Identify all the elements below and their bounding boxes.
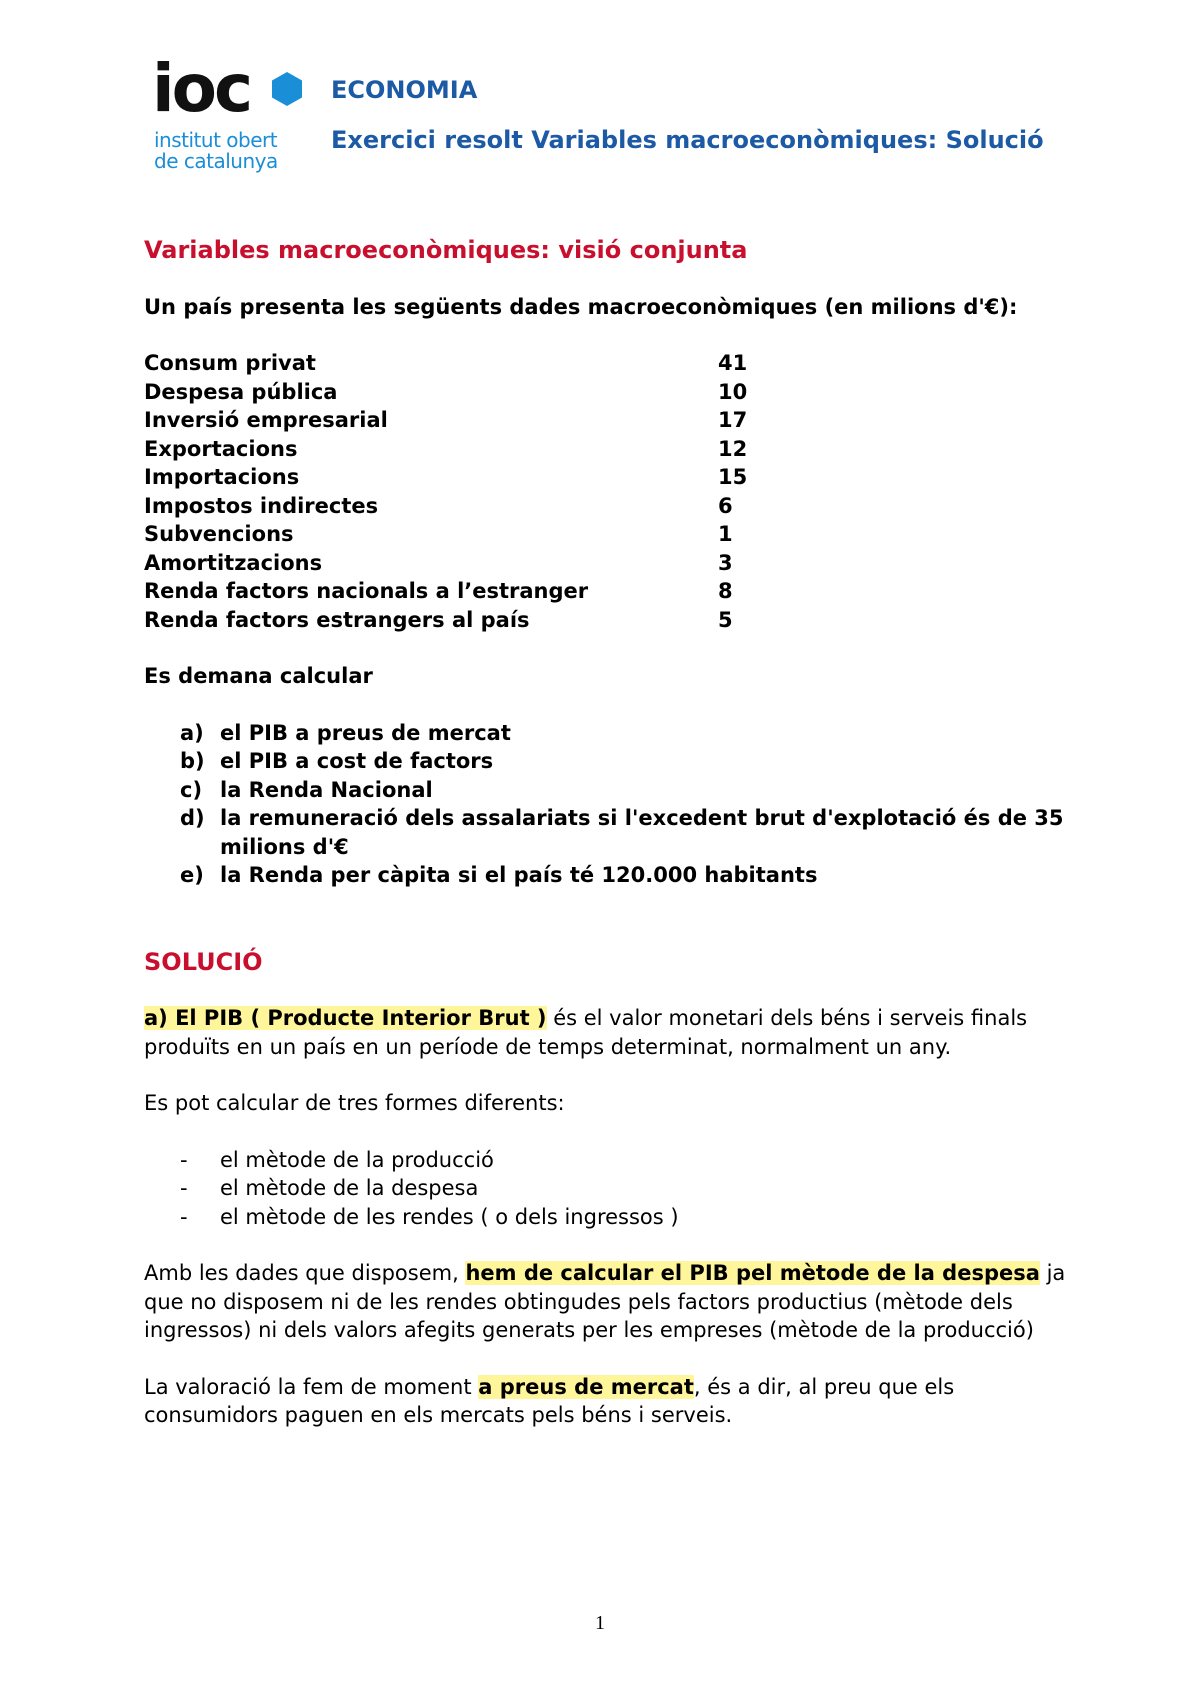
variable-row bbox=[144, 349, 1074, 378]
variable-name: Amortitzacions bbox=[144, 550, 323, 575]
section-title: Variables macroeconòmiques: visió conjunta bbox=[144, 236, 748, 264]
method-text: el mètode de la despesa bbox=[220, 1176, 479, 1200]
variable-name: Subvencions bbox=[144, 522, 294, 546]
valuation-post: , és a dir, al preu que els bbox=[693, 1374, 955, 1399]
variable-value: 12 bbox=[718, 436, 748, 461]
hexagon-icon bbox=[272, 72, 302, 106]
variable-name: Inversió empresarial bbox=[144, 408, 388, 432]
variable-row bbox=[144, 549, 1074, 578]
question-text: la remuneració dels assalariats si l'excedent brut d'explotació és de 35 milions d'€ bbox=[220, 806, 1064, 859]
variable-name: Exportacions bbox=[144, 436, 298, 461]
methods-intro: Es pot calcular de tres formes diferents: bbox=[144, 1091, 565, 1115]
variables-list bbox=[144, 349, 1074, 634]
variable-row bbox=[144, 378, 1074, 407]
logo-line-1: institut obert bbox=[154, 128, 278, 152]
logo-line-2: de catalunya bbox=[154, 149, 278, 173]
variable-value: 10 bbox=[718, 379, 748, 404]
variable-name: Consum privat bbox=[144, 351, 316, 375]
question-label: e) bbox=[180, 863, 204, 887]
question-item bbox=[144, 861, 1074, 890]
valuation-paragraph bbox=[144, 1373, 1074, 1402]
variable-name: Despesa pública bbox=[144, 379, 338, 404]
question-item bbox=[144, 719, 1074, 748]
pib-definition-line-2: produïts en un país en un període de temps determinat, normalment un any. bbox=[144, 1034, 952, 1059]
valuation-paragraph-line-2: consumidors paguen en els mercats pels béns i serveis. bbox=[144, 1403, 733, 1427]
variable-name: Renda factors nacionals a l’estranger bbox=[144, 579, 589, 603]
variable-row bbox=[144, 406, 1074, 435]
intro-text: Un país presenta les següents dades macroeconòmiques (en milions d'€): bbox=[144, 294, 1018, 319]
variable-value: 5 bbox=[718, 607, 733, 632]
pib-definition bbox=[144, 1004, 1074, 1033]
method-text: el mètode de la producció bbox=[220, 1147, 494, 1172]
method-highlight: hem de calcular el PIB pel mètode de la despesa bbox=[465, 1261, 1040, 1285]
question-item bbox=[144, 747, 1074, 776]
variable-value: 1 bbox=[718, 522, 733, 546]
variable-row bbox=[144, 577, 1074, 606]
ioc-logo bbox=[152, 50, 302, 180]
solution-title: SOLUCIÓ bbox=[144, 947, 263, 976]
variable-value: 17 bbox=[718, 408, 748, 432]
header-title: Exercici resolt Variables macroeconòmiques: Solució bbox=[331, 126, 1044, 154]
header-subject: ECONOMIA bbox=[331, 76, 478, 104]
dash-bullet: - bbox=[180, 1147, 188, 1172]
variable-row bbox=[144, 492, 1074, 521]
question-label: a) bbox=[180, 720, 204, 745]
method-paragraph-post: ja bbox=[1039, 1261, 1066, 1285]
method-item bbox=[144, 1146, 1074, 1175]
logo-word: ioc bbox=[152, 50, 251, 127]
variable-name: Impostos indirectes bbox=[144, 493, 379, 518]
method-paragraph-pre: Amb les dades que disposem, bbox=[144, 1261, 466, 1285]
dash-bullet: - bbox=[180, 1204, 188, 1229]
variable-row bbox=[144, 606, 1074, 635]
question-label: d) bbox=[180, 806, 205, 830]
question-item bbox=[144, 776, 1074, 805]
pib-highlight: a) El PIB ( Producte Interior Brut ) bbox=[144, 1006, 547, 1030]
variable-value: 15 bbox=[718, 465, 748, 489]
variable-name: Importacions bbox=[144, 465, 300, 489]
question-label: b) bbox=[180, 749, 205, 773]
variable-row bbox=[144, 520, 1074, 549]
document-body bbox=[144, 236, 1074, 1430]
question-item bbox=[144, 804, 1074, 861]
question-text: el PIB a cost de factors bbox=[220, 749, 494, 773]
method-paragraph-line-2: que no disposem ni de les rendes obtingudes pels factors productius (mètode dels bbox=[144, 1289, 1013, 1314]
questions-list bbox=[144, 719, 1074, 890]
variable-value: 8 bbox=[718, 579, 733, 603]
variable-value: 41 bbox=[718, 351, 748, 375]
variable-value: 3 bbox=[718, 550, 733, 575]
variable-name: Renda factors estrangers al país bbox=[144, 607, 530, 632]
variable-row bbox=[144, 463, 1074, 492]
variable-row bbox=[144, 435, 1074, 464]
valuation-highlight: a preus de mercat bbox=[478, 1374, 694, 1399]
variable-value: 6 bbox=[718, 493, 733, 518]
method-paragraph bbox=[144, 1259, 1074, 1288]
question-text: la Renda Nacional bbox=[220, 777, 433, 802]
ask-text: Es demana calcular bbox=[144, 664, 373, 688]
method-paragraph-line-3: ingressos) ni dels valors afegits generats per les empreses (mètode de la producció) bbox=[144, 1318, 1034, 1342]
question-label: c) bbox=[180, 777, 203, 802]
method-item bbox=[144, 1203, 1074, 1232]
method-text: el mètode de les rendes ( o dels ingressos ) bbox=[220, 1204, 679, 1229]
question-text: la Renda per càpita si el país té 120.000 habitants bbox=[220, 863, 818, 887]
methods-list bbox=[144, 1146, 1074, 1232]
question-text: el PIB a preus de mercat bbox=[220, 720, 511, 745]
dash-bullet: - bbox=[180, 1176, 188, 1200]
page-number: 1 bbox=[595, 1612, 605, 1634]
method-item bbox=[144, 1174, 1074, 1203]
valuation-pre: La valoració la fem de moment bbox=[144, 1374, 479, 1399]
pib-definition-text: és el valor monetari dels béns i serveis finals bbox=[546, 1006, 1028, 1030]
